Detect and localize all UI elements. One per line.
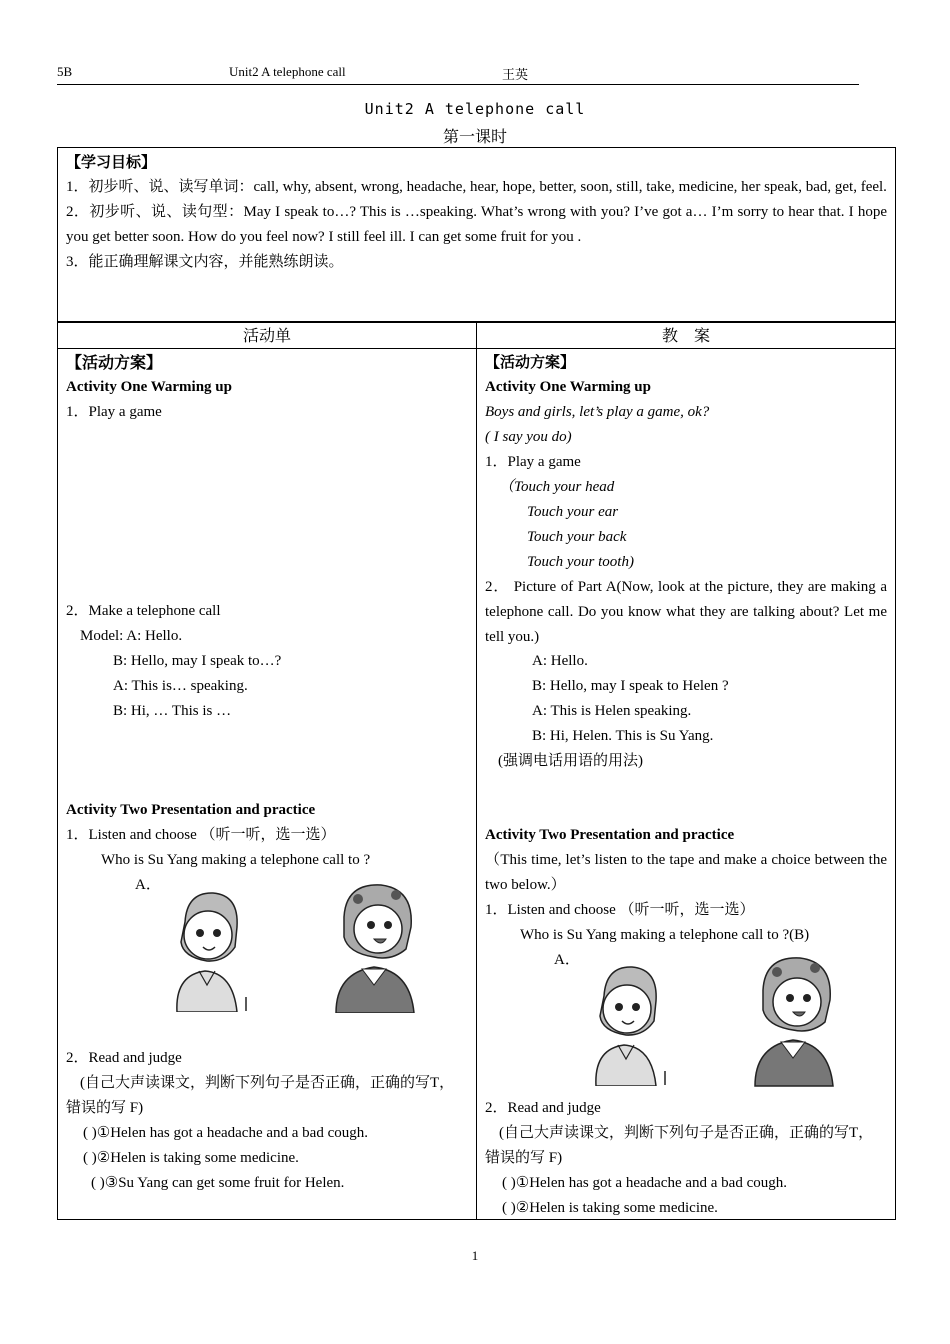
right-game-line: Touch your back — [527, 529, 627, 545]
lesson-plan-header: 教 案 — [476, 322, 896, 349]
left-read-judge: 2．Read and judge — [66, 1050, 182, 1066]
left-play-game: 1．Play a game — [66, 404, 162, 420]
objective-2: 2．初步听、说、读句型：May I speak to…? This is …speaking. What’s wrong with you? I’ve got a… I’m sorry to hear that. I hope you get better soon. How do you feel now? I still feel ill. I can get some fruit for you . — [66, 204, 887, 245]
pencil-mark — [663, 1071, 667, 1087]
right-play-game: 1．Play a game — [485, 454, 581, 470]
header-rule — [57, 84, 859, 85]
left-statement-2: ( )②Helen is taking some medicine. — [83, 1150, 299, 1166]
right-dialog-line: B: Hi, Helen. This is Su Yang. — [532, 728, 714, 744]
girl-b-illustration — [326, 877, 421, 1013]
right-statement-2: ( )②Helen is taking some medicine. — [502, 1200, 718, 1216]
header-unit: Unit2 A telephone call — [229, 64, 346, 79]
header-grade: 5B — [57, 64, 73, 79]
lesson-plan-column — [476, 348, 896, 1220]
right-picture-part-a: 2． Picture of Part A(Now, look at the picture, they are making a telephone call. Do you know what they are talking about? Let me tell you.) — [485, 579, 887, 645]
header-teacher: 王英 — [502, 67, 529, 82]
right-activity-two-title: Activity Two Presentation and practice — [485, 827, 735, 843]
right-intro-1: Boys and girls, let’s play a game, ok? — [485, 404, 710, 420]
right-statement-1: ( )①Helen has got a headache and a bad cough. — [502, 1175, 787, 1191]
left-listen-choose: 1．Listen and choose （听一听，选一选） — [66, 827, 336, 843]
right-read-judge: 2．Read and judge — [485, 1100, 601, 1116]
right-instructions: (自己大声读课文，判断下列句子是否正确，正确的写T，错误的写 F) — [485, 1125, 874, 1166]
right-activity-one-title: Activity One Warming up — [485, 379, 651, 395]
left-option-a: A． — [135, 877, 161, 893]
right-intro-2: ( I say you do) — [485, 429, 572, 445]
left-question: Who is Su Yang making a telephone call to ? — [101, 852, 371, 868]
objectives-box — [57, 147, 896, 322]
left-instructions: (自己大声读课文，判断下列句子是否正确，正确的写T，错误的写 F) — [66, 1075, 455, 1116]
right-listen-choose: 1．Listen and choose （听一听，选一选） — [485, 902, 755, 918]
left-activity-two-title: Activity Two Presentation and practice — [66, 802, 316, 818]
right-game-line: （Touch your head — [499, 479, 615, 495]
right-question: Who is Su Yang making a telephone call to ?(B) — [520, 927, 810, 943]
activity-sheet-column — [57, 348, 477, 1220]
left-statement-1: ( )①Helen has got a headache and a bad cough. — [83, 1125, 368, 1141]
girl-b-illustration — [745, 949, 840, 1087]
left-model-line: Model: A: Hello. — [80, 628, 183, 644]
right-activity-two-intro: （This time, let’s listen to the tape and make a choice between the two below.） — [485, 852, 887, 893]
objectives-heading: 【学习目标】 — [66, 153, 157, 171]
left-make-call: 2．Make a telephone call — [66, 603, 221, 619]
right-plan-heading: 【活动方案】 — [485, 353, 576, 371]
page-title: Unit2 A telephone call — [364, 100, 586, 118]
objective-1: 1．初步听、说、读写单词：call, why, absent, wrong, headache, hear, hope, better, soon, still, take, medicine, her speak, bad, get, feel. — [66, 179, 887, 195]
activity-sheet-header: 活动单 — [57, 322, 477, 349]
right-dialog-line: A: Hello. — [532, 653, 588, 669]
left-plan-heading: 【活动方案】 — [66, 353, 163, 372]
girl-a-illustration — [165, 887, 250, 1012]
left-model-line: B: Hello, may I speak to…? — [113, 653, 282, 669]
page-number: 1 — [471, 1248, 479, 1263]
right-option-a: A． — [554, 952, 580, 968]
right-note: (强调电话用语的用法) — [498, 753, 643, 769]
objective-3: 3．能正确理解课文内容，并能熟练朗读。 — [66, 254, 344, 270]
lesson-subtitle: 第一课时 — [442, 129, 507, 146]
girl-a-illustration — [584, 961, 669, 1086]
right-game-line: Touch your tooth) — [527, 554, 634, 570]
left-model-line: B: Hi, … This is … — [113, 703, 232, 719]
left-model-line: A: This is… speaking. — [113, 678, 248, 694]
right-dialog-line: B: Hello, may I speak to Helen ? — [532, 678, 729, 694]
pencil-mark — [244, 997, 248, 1013]
right-dialog-line: A: This is Helen speaking. — [532, 703, 692, 719]
left-statement-3: ( )③Su Yang can get some fruit for Helen. — [91, 1175, 345, 1191]
left-activity-one-title: Activity One Warming up — [66, 379, 232, 395]
right-game-line: Touch your ear — [527, 504, 619, 520]
